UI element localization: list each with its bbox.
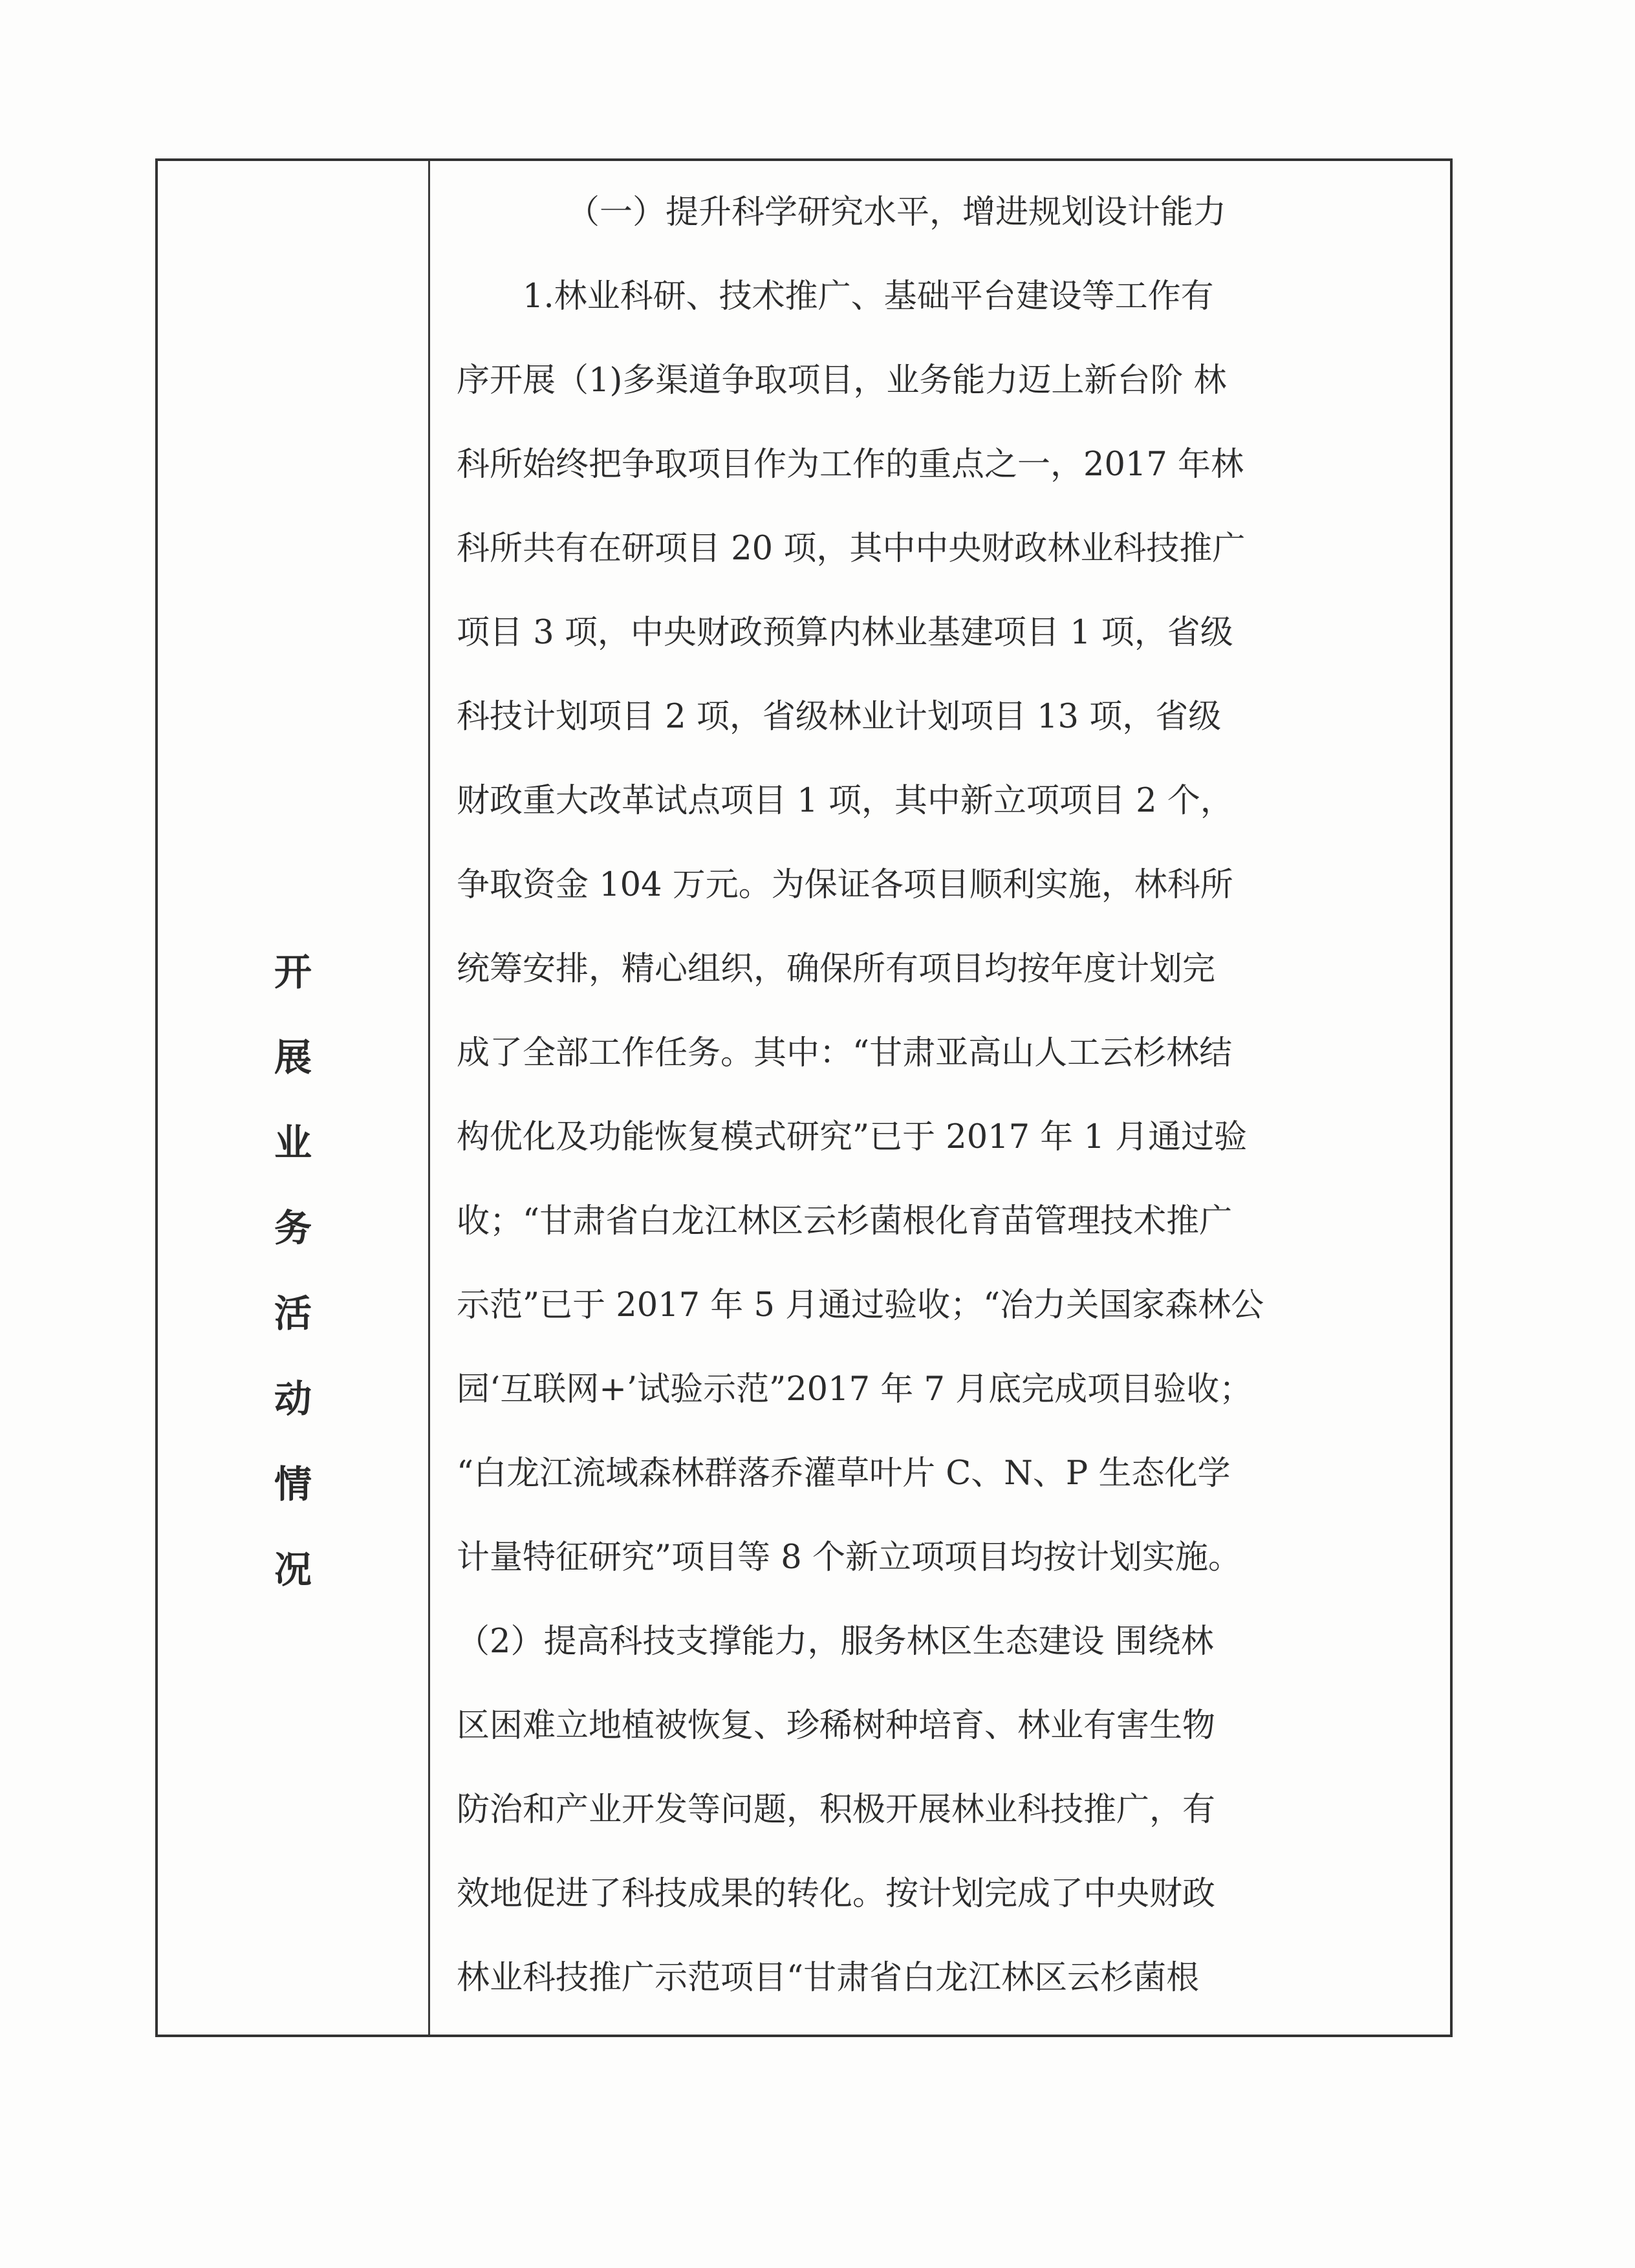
body-line: 构优化及功能恢复模式研究”已于 2017 年 1 月通过验 (457, 1118, 1248, 1156)
column-divider (428, 161, 430, 2035)
row-label-char: 况 (274, 1548, 312, 1592)
body-line: 1.林业科研、技术推广、基础平台建设等工作有 (457, 277, 1214, 316)
body-line: 科所共有在研项目 20 项，其中中央财政林业科技推广 (457, 530, 1246, 568)
section-heading: （一）提升科学研究水平，增进规划设计能力 (567, 193, 1227, 232)
body-line: 示范”已于 2017 年 5 月通过验收；“冶力关国家森林公 (457, 1286, 1264, 1324)
body-line: 园‘互联网+’试验示范”2017 年 7 月底完成项目验收； (457, 1370, 1253, 1409)
body-line: 序开展（1)多渠道争取项目，业务能力迈上新台阶 林 (457, 362, 1227, 400)
content-cell (457, 161, 1440, 2035)
body-line: 收；“甘肃省白龙江林区云杉菌根化育苗管理技术推广 (457, 1202, 1233, 1240)
body-line: 科技计划项目 2 项，省级林业计划项目 13 项，省级 (457, 698, 1222, 736)
body-line: 财政重大改革试点项目 1 项，其中新立项项目 2 个， (457, 782, 1233, 820)
report-table (155, 158, 1453, 2037)
body-line: “白龙江流域森林群落乔灌草叶片 C、N、P 生态化学 (457, 1454, 1231, 1493)
body-line: 林业科技推广示范项目“甘肃省白龙江林区云杉菌根 (457, 1959, 1200, 1997)
body-line: （2）提高科技支撑能力，服务林区生态建设 围绕林 (457, 1623, 1214, 1661)
body-line: 防治和产业开发等问题，积极开展林业科技推广，有 (457, 1791, 1216, 1829)
row-label-char: 展 (274, 1035, 312, 1079)
row-label-char: 务 (274, 1206, 312, 1250)
body-line: 计量特征研究”项目等 8 个新立项项目均按计划实施。 (457, 1539, 1241, 1577)
row-label-char: 开 (274, 950, 312, 994)
body-line: 争取资金 104 万元。为保证各项目顺利实施，林科所 (457, 866, 1233, 904)
row-label-cell (158, 161, 428, 2035)
body-line: 科所始终把争取项目作为工作的重点之一，2017 年林 (457, 446, 1244, 484)
row-label-char: 情 (274, 1462, 312, 1506)
body-line: 成了全部工作任务。其中：“甘肃亚高山人工云杉林结 (457, 1034, 1233, 1072)
body-line: 项目 3 项，中央财政预算内林业基建项目 1 项，省级 (457, 614, 1233, 652)
row-label-char: 动 (274, 1377, 312, 1421)
row-label-char: 活 (274, 1291, 312, 1335)
body-line: 区困难立地植被恢复、珍稀树种培育、林业有害生物 (457, 1707, 1216, 1745)
body-line: 效地促进了科技成果的转化。按计划完成了中央财政 (457, 1875, 1216, 1913)
row-label-char: 业 (274, 1121, 312, 1165)
body-line: 统筹安排，精心组织，确保所有项目均按年度计划完 (457, 950, 1216, 988)
